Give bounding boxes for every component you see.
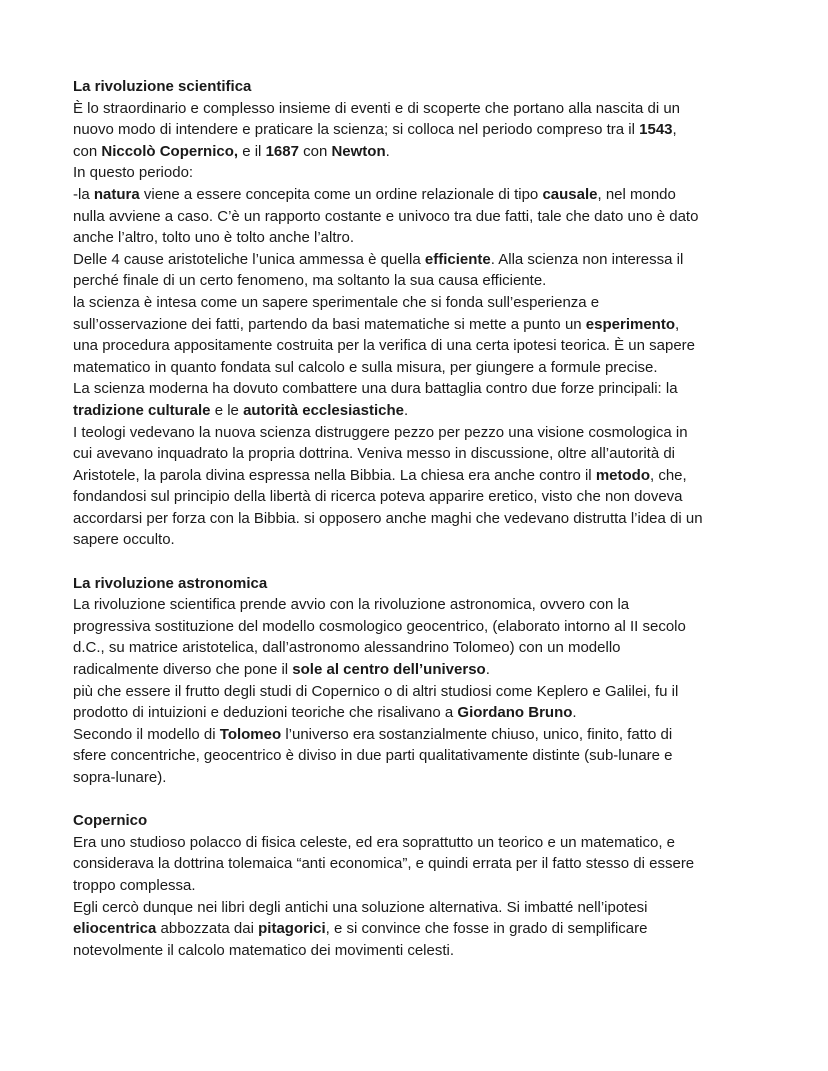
bold-text: 1687 [265,142,299,160]
text-span: Era uno studioso polacco di fisica celeste, ed era soprattutto un teorico e un matematico, e [73,833,676,851]
text-line [73,702,763,724]
text-span: , che, [649,466,687,484]
text-span: e le [210,401,244,419]
text-line [73,270,763,292]
text-span: La rivoluzione scientifica prende avvio con la rivoluzione astronomica, ovvero con la [73,596,630,614]
text-span: viene a essere concepita come un ordine relazionale di tipo [139,185,543,203]
text-line [73,637,763,659]
text-line [73,853,763,875]
text-line [73,724,763,746]
section-heading: Copernico [73,812,148,830]
text-span: sfere concentriche, geocentrico è diviso in due parti qualitativamente distinte (sub-lunare e [73,747,673,765]
bold-text: metodo [595,466,650,484]
text-line [73,918,763,940]
section [73,76,763,551]
text-line [73,227,763,249]
text-span: radicalmente diverso che pone il [73,661,293,679]
bold-text: tradizione culturale [73,401,211,419]
bold-text: 1543 [639,121,673,139]
text-span: nulla avviene a caso. C’è un rapporto costante e univoco tra due fatti, tale che dato uno è dato [73,207,699,225]
text-span: Aristotele, la parola divina espressa nella Bibbia. La chiesa era anche contro il [73,466,596,484]
text-line [73,594,763,616]
text-span: abbozzata dai [156,920,259,938]
text-span: l’universo era sostanzialmente chiuso, unico, finito, fatto di [281,725,673,743]
text-line [73,249,763,271]
section-heading: La rivoluzione scientifica [73,78,252,95]
text-span: , e si convince che fosse in grado di semplificare [325,920,648,938]
text-span: . Alla scienza non interessa il [490,250,684,268]
text-span: troppo complessa. [73,876,196,894]
text-span: . [572,704,577,722]
text-span: sull’osservazione dei fatti, partendo da basi matematiche si mette a punto un [73,315,586,333]
bold-text: Niccolò Copernico, [101,142,239,160]
text-span: progressiva sostituzione del modello cosmologico geocentrico, (elaborato intorno al II secolo [73,617,686,635]
text-span: prodotto di intuizioni e deduzioni teoriche che risalivano a [73,704,458,722]
text-span: considerava la dottrina tolemaica “anti economica”, e quindi errata per il fatto stesso di essere [73,855,695,873]
text-span: , nel mondo [597,185,676,203]
text-span: I teologi vedevano la nuova scienza distruggere pezzo per pezzo una visione cosmologica in [73,423,688,441]
text-span: accordarsi per forza con la Bibbia. si opposero anche maghi che vedevano distrutta l’idea di un [73,509,703,527]
text-line [73,465,763,487]
text-line [73,681,763,703]
text-line [73,206,763,228]
bold-text: esperimento [585,315,675,333]
text-line [73,767,763,789]
text-span: -la [73,185,94,203]
text-line [73,875,763,897]
text-span: La scienza moderna ha dovuto combattere una dura battaglia contro due forze principali: la [73,380,678,398]
text-line [73,616,763,638]
bold-text: sole al centro dell’universo [292,661,486,679]
text-span: In questo periodo: [73,164,194,182]
bold-text: Tolomeo [219,725,282,743]
text-span: Delle 4 cause aristoteliche l’unica ammessa è quella [73,250,425,268]
document-page [73,76,763,961]
text-span: . [385,142,390,160]
text-span: con [73,142,102,160]
bold-text: natura [93,185,140,203]
text-line [73,508,763,530]
text-span: notevolmente il calcolo matematico dei movimenti celesti. [73,941,454,959]
text-line [73,897,763,919]
bold-text: efficiente [424,250,491,268]
bold-text: autorità ecclesiastiche [243,401,404,419]
bold-text: Newton [331,142,386,160]
text-span: d.C., su matrice aristotelica, dall’astronomo alessandrino Tolomeo) con un modello [73,639,621,657]
text-line [73,378,763,400]
text-span: sapere occulto. [73,531,175,549]
text-line [73,443,763,465]
text-span: e il [238,142,266,160]
text-span: , [675,315,680,333]
text-line [73,940,763,962]
bold-text: eliocentrica [73,920,157,938]
text-span: Egli cercò dunque nei libri degli antichi una soluzione alternativa. Si imbatté nell’ipotesi [73,898,648,916]
text-line [73,98,763,120]
text-span: , [672,121,677,139]
section-heading: La rivoluzione astronomica [73,574,268,592]
section [73,810,763,961]
section [73,573,763,789]
text-line [73,486,763,508]
text-line [73,184,763,206]
bold-text: causale [542,185,598,203]
text-line [73,357,763,379]
text-line [73,119,763,141]
text-span: È lo straordinario e complesso insieme di eventi e di scoperte che portano alla nascita di un [73,99,681,117]
text-line [73,314,763,336]
text-span: . [403,401,409,419]
text-span: più che essere il frutto degli studi di Copernico o di altri studiosi come Keplero e Galilei, fu il [73,682,679,700]
text-line [73,659,763,681]
text-line [73,400,763,422]
section-spacer [73,789,763,811]
text-span: una procedura appositamente costruita per la verifica di una certa ipotesi teorica. È un sapere [73,337,696,355]
text-span: fondandosi sul principio della libertà di ricerca poteva apparire eretico, visto che non doveva [73,488,683,506]
text-span: sopra-lunare). [73,769,167,786]
text-line [73,335,763,357]
text-line [73,745,763,767]
bold-text: Giordano Bruno [457,704,573,722]
section-spacer [73,551,763,573]
text-span: matematico in quanto fondata sul calcolo e sulla misura, per giungere a formule precise. [73,358,658,376]
text-line [73,292,763,314]
text-span: perché finale di un certo fenomeno, ma soltanto la sua causa efficiente. [73,272,547,290]
text-span: nuovo modo di intendere e praticare la scienza; si colloca nel periodo compreso tra il [73,121,640,139]
text-span: . [485,661,490,679]
text-span: la scienza è intesa come un sapere sperimentale che si fonda sull’esperienza e [73,293,600,311]
text-line [73,832,763,854]
text-span: anche l’altro, tolto uno è tolto anche l’altro. [73,229,355,247]
text-span: con [298,142,332,160]
text-span: cui avevano inquadrato la propria dottrina. Veniva messo in discussione, oltre all’autorità di [73,445,676,463]
text-span: Secondo il modello di [73,725,220,743]
text-line [73,422,763,444]
text-line [73,141,763,163]
text-line [73,162,763,184]
bold-text: pitagorici [258,920,326,938]
text-line [73,529,763,551]
